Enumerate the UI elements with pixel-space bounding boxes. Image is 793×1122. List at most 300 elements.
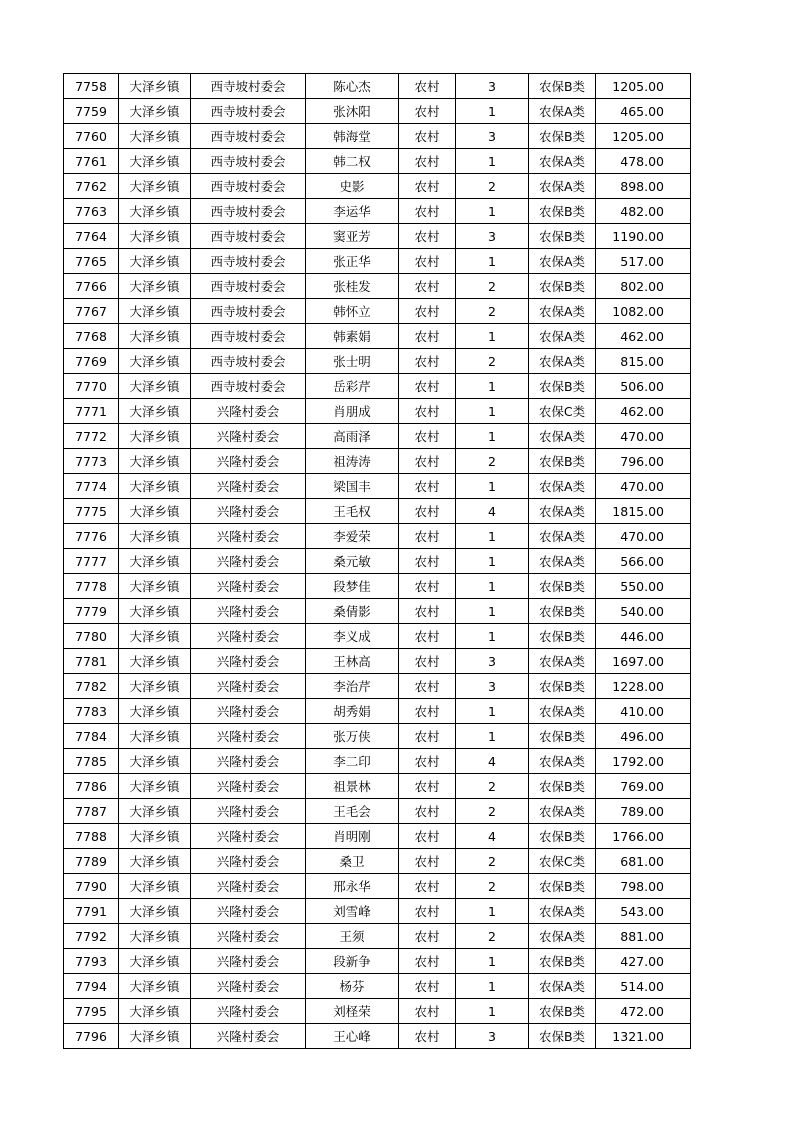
- cell-name: 李爱荣: [306, 524, 399, 549]
- cell-amount: 1697.00: [596, 649, 691, 674]
- cell-name: 王毛权: [306, 499, 399, 524]
- cell-category: 农保A类: [529, 99, 596, 124]
- cell-type: 农村: [399, 899, 456, 924]
- cell-town: 大泽乡镇: [119, 849, 191, 874]
- cell-category: 农保B类: [529, 774, 596, 799]
- cell-village: 兴隆村委会: [191, 649, 306, 674]
- cell-count: 3: [456, 674, 529, 699]
- table-row: [64, 224, 691, 249]
- cell-amount: 802.00: [596, 274, 691, 299]
- cell-id: 7764: [64, 224, 119, 249]
- cell-id: 7791: [64, 899, 119, 924]
- table-row: [64, 899, 691, 924]
- cell-name: 桑倩影: [306, 599, 399, 624]
- cell-amount: 465.00: [596, 99, 691, 124]
- cell-count: 1: [456, 699, 529, 724]
- cell-id: 7767: [64, 299, 119, 324]
- table-row: [64, 124, 691, 149]
- cell-amount: 410.00: [596, 699, 691, 724]
- table-row: [64, 799, 691, 824]
- cell-town: 大泽乡镇: [119, 474, 191, 499]
- cell-name: 张正华: [306, 249, 399, 274]
- cell-village: 兴隆村委会: [191, 724, 306, 749]
- cell-village: 兴隆村委会: [191, 974, 306, 999]
- cell-amount: 1792.00: [596, 749, 691, 774]
- cell-name: 李二印: [306, 749, 399, 774]
- cell-town: 大泽乡镇: [119, 874, 191, 899]
- cell-name: 韩素娟: [306, 324, 399, 349]
- cell-type: 农村: [399, 274, 456, 299]
- cell-name: 张桂发: [306, 274, 399, 299]
- cell-count: 1: [456, 999, 529, 1024]
- cell-category: 农保A类: [529, 324, 596, 349]
- cell-amount: 681.00: [596, 849, 691, 874]
- table-row: [64, 174, 691, 199]
- cell-village: 西寺坡村委会: [191, 124, 306, 149]
- cell-amount: 789.00: [596, 799, 691, 824]
- cell-amount: 517.00: [596, 249, 691, 274]
- cell-name: 杨芬: [306, 974, 399, 999]
- cell-id: 7783: [64, 699, 119, 724]
- cell-type: 农村: [399, 1024, 456, 1049]
- cell-name: 韩二权: [306, 149, 399, 174]
- cell-type: 农村: [399, 974, 456, 999]
- cell-category: 农保B类: [529, 199, 596, 224]
- table-row: [64, 1024, 691, 1049]
- cell-count: 3: [456, 649, 529, 674]
- cell-count: 2: [456, 174, 529, 199]
- table-row: [64, 399, 691, 424]
- cell-id: 7784: [64, 724, 119, 749]
- cell-type: 农村: [399, 124, 456, 149]
- cell-village: 西寺坡村委会: [191, 224, 306, 249]
- cell-count: 2: [456, 274, 529, 299]
- cell-id: 7781: [64, 649, 119, 674]
- cell-amount: 462.00: [596, 324, 691, 349]
- cell-category: 农保A类: [529, 699, 596, 724]
- cell-village: 西寺坡村委会: [191, 74, 306, 99]
- cell-type: 农村: [399, 74, 456, 99]
- cell-name: 陈心杰: [306, 74, 399, 99]
- cell-name: 胡秀娟: [306, 699, 399, 724]
- cell-village: 兴隆村委会: [191, 674, 306, 699]
- cell-town: 大泽乡镇: [119, 674, 191, 699]
- cell-town: 大泽乡镇: [119, 499, 191, 524]
- table-row: [64, 524, 691, 549]
- cell-type: 农村: [399, 249, 456, 274]
- cell-id: 7769: [64, 349, 119, 374]
- cell-type: 农村: [399, 374, 456, 399]
- cell-id: 7782: [64, 674, 119, 699]
- cell-type: 农村: [399, 99, 456, 124]
- table-row: [64, 624, 691, 649]
- cell-id: 7760: [64, 124, 119, 149]
- cell-id: 7788: [64, 824, 119, 849]
- cell-name: 韩怀立: [306, 299, 399, 324]
- cell-category: 农保B类: [529, 274, 596, 299]
- cell-id: 7793: [64, 949, 119, 974]
- cell-amount: 540.00: [596, 599, 691, 624]
- cell-amount: 796.00: [596, 449, 691, 474]
- cell-name: 段梦佳: [306, 574, 399, 599]
- cell-name: 张万侠: [306, 724, 399, 749]
- cell-amount: 815.00: [596, 349, 691, 374]
- cell-town: 大泽乡镇: [119, 924, 191, 949]
- cell-village: 西寺坡村委会: [191, 274, 306, 299]
- cell-town: 大泽乡镇: [119, 949, 191, 974]
- table-row: [64, 874, 691, 899]
- cell-town: 大泽乡镇: [119, 699, 191, 724]
- cell-name: 李运华: [306, 199, 399, 224]
- cell-count: 1: [456, 599, 529, 624]
- cell-village: 兴隆村委会: [191, 599, 306, 624]
- cell-town: 大泽乡镇: [119, 524, 191, 549]
- cell-name: 刘雪峰: [306, 899, 399, 924]
- cell-amount: 427.00: [596, 949, 691, 974]
- cell-category: 农保A类: [529, 649, 596, 674]
- table-row: [64, 999, 691, 1024]
- cell-id: 7779: [64, 599, 119, 624]
- cell-name: 王心峰: [306, 1024, 399, 1049]
- cell-type: 农村: [399, 549, 456, 574]
- cell-type: 农村: [399, 499, 456, 524]
- cell-type: 农村: [399, 524, 456, 549]
- table-row: [64, 149, 691, 174]
- cell-id: 7777: [64, 549, 119, 574]
- cell-name: 梁国丰: [306, 474, 399, 499]
- cell-town: 大泽乡镇: [119, 199, 191, 224]
- cell-type: 农村: [399, 174, 456, 199]
- cell-name: 李义成: [306, 624, 399, 649]
- records-table-body: [64, 74, 691, 1049]
- cell-category: 农保A类: [529, 799, 596, 824]
- cell-type: 农村: [399, 149, 456, 174]
- cell-town: 大泽乡镇: [119, 624, 191, 649]
- cell-amount: 1766.00: [596, 824, 691, 849]
- cell-count: 2: [456, 874, 529, 899]
- table-row: [64, 474, 691, 499]
- cell-id: 7758: [64, 74, 119, 99]
- cell-count: 2: [456, 799, 529, 824]
- table-row: [64, 324, 691, 349]
- cell-name: 桑卫: [306, 849, 399, 874]
- cell-amount: 543.00: [596, 899, 691, 924]
- table-row: [64, 574, 691, 599]
- cell-category: 农保A类: [529, 524, 596, 549]
- cell-category: 农保A类: [529, 974, 596, 999]
- cell-category: 农保B类: [529, 674, 596, 699]
- cell-category: 农保B类: [529, 874, 596, 899]
- cell-type: 农村: [399, 574, 456, 599]
- cell-name: 刘柽荣: [306, 999, 399, 1024]
- cell-id: 7786: [64, 774, 119, 799]
- cell-category: 农保A类: [529, 499, 596, 524]
- table-row: [64, 249, 691, 274]
- cell-category: 农保A类: [529, 474, 596, 499]
- cell-village: 兴隆村委会: [191, 399, 306, 424]
- cell-id: 7775: [64, 499, 119, 524]
- cell-village: 西寺坡村委会: [191, 199, 306, 224]
- cell-name: 邢永华: [306, 874, 399, 899]
- cell-village: 西寺坡村委会: [191, 174, 306, 199]
- cell-village: 西寺坡村委会: [191, 324, 306, 349]
- cell-village: 西寺坡村委会: [191, 149, 306, 174]
- cell-count: 4: [456, 824, 529, 849]
- cell-type: 农村: [399, 674, 456, 699]
- table-row: [64, 349, 691, 374]
- cell-type: 农村: [399, 949, 456, 974]
- cell-count: 2: [456, 924, 529, 949]
- cell-amount: 506.00: [596, 374, 691, 399]
- cell-town: 大泽乡镇: [119, 224, 191, 249]
- cell-id: 7795: [64, 999, 119, 1024]
- cell-town: 大泽乡镇: [119, 324, 191, 349]
- cell-town: 大泽乡镇: [119, 899, 191, 924]
- cell-count: 1: [456, 249, 529, 274]
- cell-town: 大泽乡镇: [119, 774, 191, 799]
- cell-name: 王林高: [306, 649, 399, 674]
- cell-village: 兴隆村委会: [191, 624, 306, 649]
- cell-town: 大泽乡镇: [119, 149, 191, 174]
- cell-count: 1: [456, 949, 529, 974]
- cell-category: 农保A类: [529, 924, 596, 949]
- cell-id: 7796: [64, 1024, 119, 1049]
- cell-amount: 566.00: [596, 549, 691, 574]
- cell-amount: 1205.00: [596, 74, 691, 99]
- table-row: [64, 549, 691, 574]
- cell-amount: 496.00: [596, 724, 691, 749]
- cell-amount: 470.00: [596, 524, 691, 549]
- cell-amount: 1815.00: [596, 499, 691, 524]
- cell-name: 肖明刚: [306, 824, 399, 849]
- cell-town: 大泽乡镇: [119, 549, 191, 574]
- cell-id: 7766: [64, 274, 119, 299]
- cell-count: 3: [456, 74, 529, 99]
- cell-village: 兴隆村委会: [191, 949, 306, 974]
- table-row: [64, 674, 691, 699]
- cell-amount: 478.00: [596, 149, 691, 174]
- cell-village: 兴隆村委会: [191, 699, 306, 724]
- cell-amount: 1082.00: [596, 299, 691, 324]
- cell-category: 农保B类: [529, 724, 596, 749]
- cell-count: 1: [456, 149, 529, 174]
- cell-amount: 470.00: [596, 424, 691, 449]
- table-row: [64, 974, 691, 999]
- cell-category: 农保A类: [529, 299, 596, 324]
- cell-village: 兴隆村委会: [191, 774, 306, 799]
- table-row: [64, 599, 691, 624]
- cell-count: 3: [456, 224, 529, 249]
- cell-category: 农保B类: [529, 224, 596, 249]
- cell-amount: 898.00: [596, 174, 691, 199]
- cell-amount: 798.00: [596, 874, 691, 899]
- cell-name: 高雨泽: [306, 424, 399, 449]
- table-row: [64, 774, 691, 799]
- table-row: [64, 424, 691, 449]
- cell-town: 大泽乡镇: [119, 449, 191, 474]
- cell-name: 祖景林: [306, 774, 399, 799]
- cell-type: 农村: [399, 824, 456, 849]
- cell-type: 农村: [399, 349, 456, 374]
- cell-name: 段新争: [306, 949, 399, 974]
- table-row: [64, 374, 691, 399]
- cell-village: 兴隆村委会: [191, 749, 306, 774]
- cell-town: 大泽乡镇: [119, 799, 191, 824]
- cell-category: 农保A类: [529, 549, 596, 574]
- cell-id: 7789: [64, 849, 119, 874]
- cell-type: 农村: [399, 799, 456, 824]
- cell-category: 农保B类: [529, 449, 596, 474]
- cell-village: 兴隆村委会: [191, 824, 306, 849]
- cell-village: 西寺坡村委会: [191, 349, 306, 374]
- cell-count: 2: [456, 449, 529, 474]
- cell-type: 农村: [399, 774, 456, 799]
- cell-count: 1: [456, 724, 529, 749]
- cell-category: 农保A类: [529, 249, 596, 274]
- cell-town: 大泽乡镇: [119, 299, 191, 324]
- records-table: [63, 73, 691, 1049]
- cell-count: 2: [456, 774, 529, 799]
- cell-type: 农村: [399, 224, 456, 249]
- cell-count: 1: [456, 474, 529, 499]
- cell-type: 农村: [399, 874, 456, 899]
- cell-town: 大泽乡镇: [119, 574, 191, 599]
- cell-id: 7762: [64, 174, 119, 199]
- cell-count: 3: [456, 124, 529, 149]
- cell-amount: 769.00: [596, 774, 691, 799]
- table-row: [64, 499, 691, 524]
- cell-village: 兴隆村委会: [191, 449, 306, 474]
- cell-village: 兴隆村委会: [191, 899, 306, 924]
- cell-count: 1: [456, 199, 529, 224]
- cell-type: 农村: [399, 399, 456, 424]
- cell-name: 桑元敏: [306, 549, 399, 574]
- cell-id: 7792: [64, 924, 119, 949]
- cell-id: 7780: [64, 624, 119, 649]
- cell-category: 农保A类: [529, 899, 596, 924]
- cell-category: 农保B类: [529, 1024, 596, 1049]
- cell-name: 祖涛涛: [306, 449, 399, 474]
- cell-amount: 1228.00: [596, 674, 691, 699]
- cell-category: 农保A类: [529, 149, 596, 174]
- cell-town: 大泽乡镇: [119, 74, 191, 99]
- cell-count: 1: [456, 899, 529, 924]
- cell-id: 7765: [64, 249, 119, 274]
- cell-type: 农村: [399, 724, 456, 749]
- cell-type: 农村: [399, 474, 456, 499]
- cell-category: 农保B类: [529, 999, 596, 1024]
- cell-type: 农村: [399, 749, 456, 774]
- cell-amount: 482.00: [596, 199, 691, 224]
- cell-town: 大泽乡镇: [119, 99, 191, 124]
- cell-count: 1: [456, 524, 529, 549]
- cell-village: 兴隆村委会: [191, 549, 306, 574]
- cell-village: 兴隆村委会: [191, 524, 306, 549]
- cell-id: 7772: [64, 424, 119, 449]
- cell-id: 7794: [64, 974, 119, 999]
- cell-category: 农保B类: [529, 574, 596, 599]
- cell-id: 7763: [64, 199, 119, 224]
- cell-amount: 881.00: [596, 924, 691, 949]
- cell-village: 兴隆村委会: [191, 1024, 306, 1049]
- cell-type: 农村: [399, 299, 456, 324]
- cell-village: 兴隆村委会: [191, 999, 306, 1024]
- cell-type: 农村: [399, 199, 456, 224]
- table-row: [64, 699, 691, 724]
- table-row: [64, 849, 691, 874]
- cell-category: 农保C类: [529, 399, 596, 424]
- cell-village: 兴隆村委会: [191, 874, 306, 899]
- table-row: [64, 749, 691, 774]
- cell-town: 大泽乡镇: [119, 349, 191, 374]
- cell-name: 王毛会: [306, 799, 399, 824]
- cell-village: 兴隆村委会: [191, 499, 306, 524]
- cell-town: 大泽乡镇: [119, 424, 191, 449]
- cell-village: 兴隆村委会: [191, 474, 306, 499]
- table-row: [64, 724, 691, 749]
- cell-count: 2: [456, 299, 529, 324]
- cell-name: 窦亚芳: [306, 224, 399, 249]
- cell-town: 大泽乡镇: [119, 399, 191, 424]
- cell-count: 2: [456, 849, 529, 874]
- cell-amount: 1190.00: [596, 224, 691, 249]
- cell-type: 农村: [399, 324, 456, 349]
- cell-id: 7787: [64, 799, 119, 824]
- cell-count: 1: [456, 399, 529, 424]
- cell-id: 7768: [64, 324, 119, 349]
- cell-count: 2: [456, 349, 529, 374]
- cell-type: 农村: [399, 599, 456, 624]
- cell-type: 农村: [399, 649, 456, 674]
- cell-amount: 462.00: [596, 399, 691, 424]
- cell-town: 大泽乡镇: [119, 749, 191, 774]
- cell-category: 农保C类: [529, 849, 596, 874]
- cell-town: 大泽乡镇: [119, 599, 191, 624]
- cell-category: 农保A类: [529, 749, 596, 774]
- cell-village: 兴隆村委会: [191, 924, 306, 949]
- cell-id: 7759: [64, 99, 119, 124]
- cell-id: 7776: [64, 524, 119, 549]
- cell-count: 1: [456, 99, 529, 124]
- cell-name: 张沐阳: [306, 99, 399, 124]
- cell-type: 农村: [399, 424, 456, 449]
- cell-village: 兴隆村委会: [191, 574, 306, 599]
- cell-id: 7778: [64, 574, 119, 599]
- cell-id: 7761: [64, 149, 119, 174]
- cell-count: 1: [456, 549, 529, 574]
- cell-id: 7785: [64, 749, 119, 774]
- cell-category: 农保B类: [529, 624, 596, 649]
- cell-count: 1: [456, 424, 529, 449]
- cell-village: 兴隆村委会: [191, 799, 306, 824]
- cell-category: 农保B类: [529, 124, 596, 149]
- cell-amount: 472.00: [596, 999, 691, 1024]
- cell-town: 大泽乡镇: [119, 824, 191, 849]
- cell-town: 大泽乡镇: [119, 1024, 191, 1049]
- cell-category: 农保A类: [529, 424, 596, 449]
- cell-count: 4: [456, 499, 529, 524]
- cell-category: 农保B类: [529, 374, 596, 399]
- cell-village: 兴隆村委会: [191, 424, 306, 449]
- cell-amount: 514.00: [596, 974, 691, 999]
- cell-id: 7770: [64, 374, 119, 399]
- cell-id: 7790: [64, 874, 119, 899]
- cell-type: 农村: [399, 699, 456, 724]
- cell-category: 农保A类: [529, 349, 596, 374]
- cell-village: 西寺坡村委会: [191, 299, 306, 324]
- cell-name: 王须: [306, 924, 399, 949]
- cell-town: 大泽乡镇: [119, 724, 191, 749]
